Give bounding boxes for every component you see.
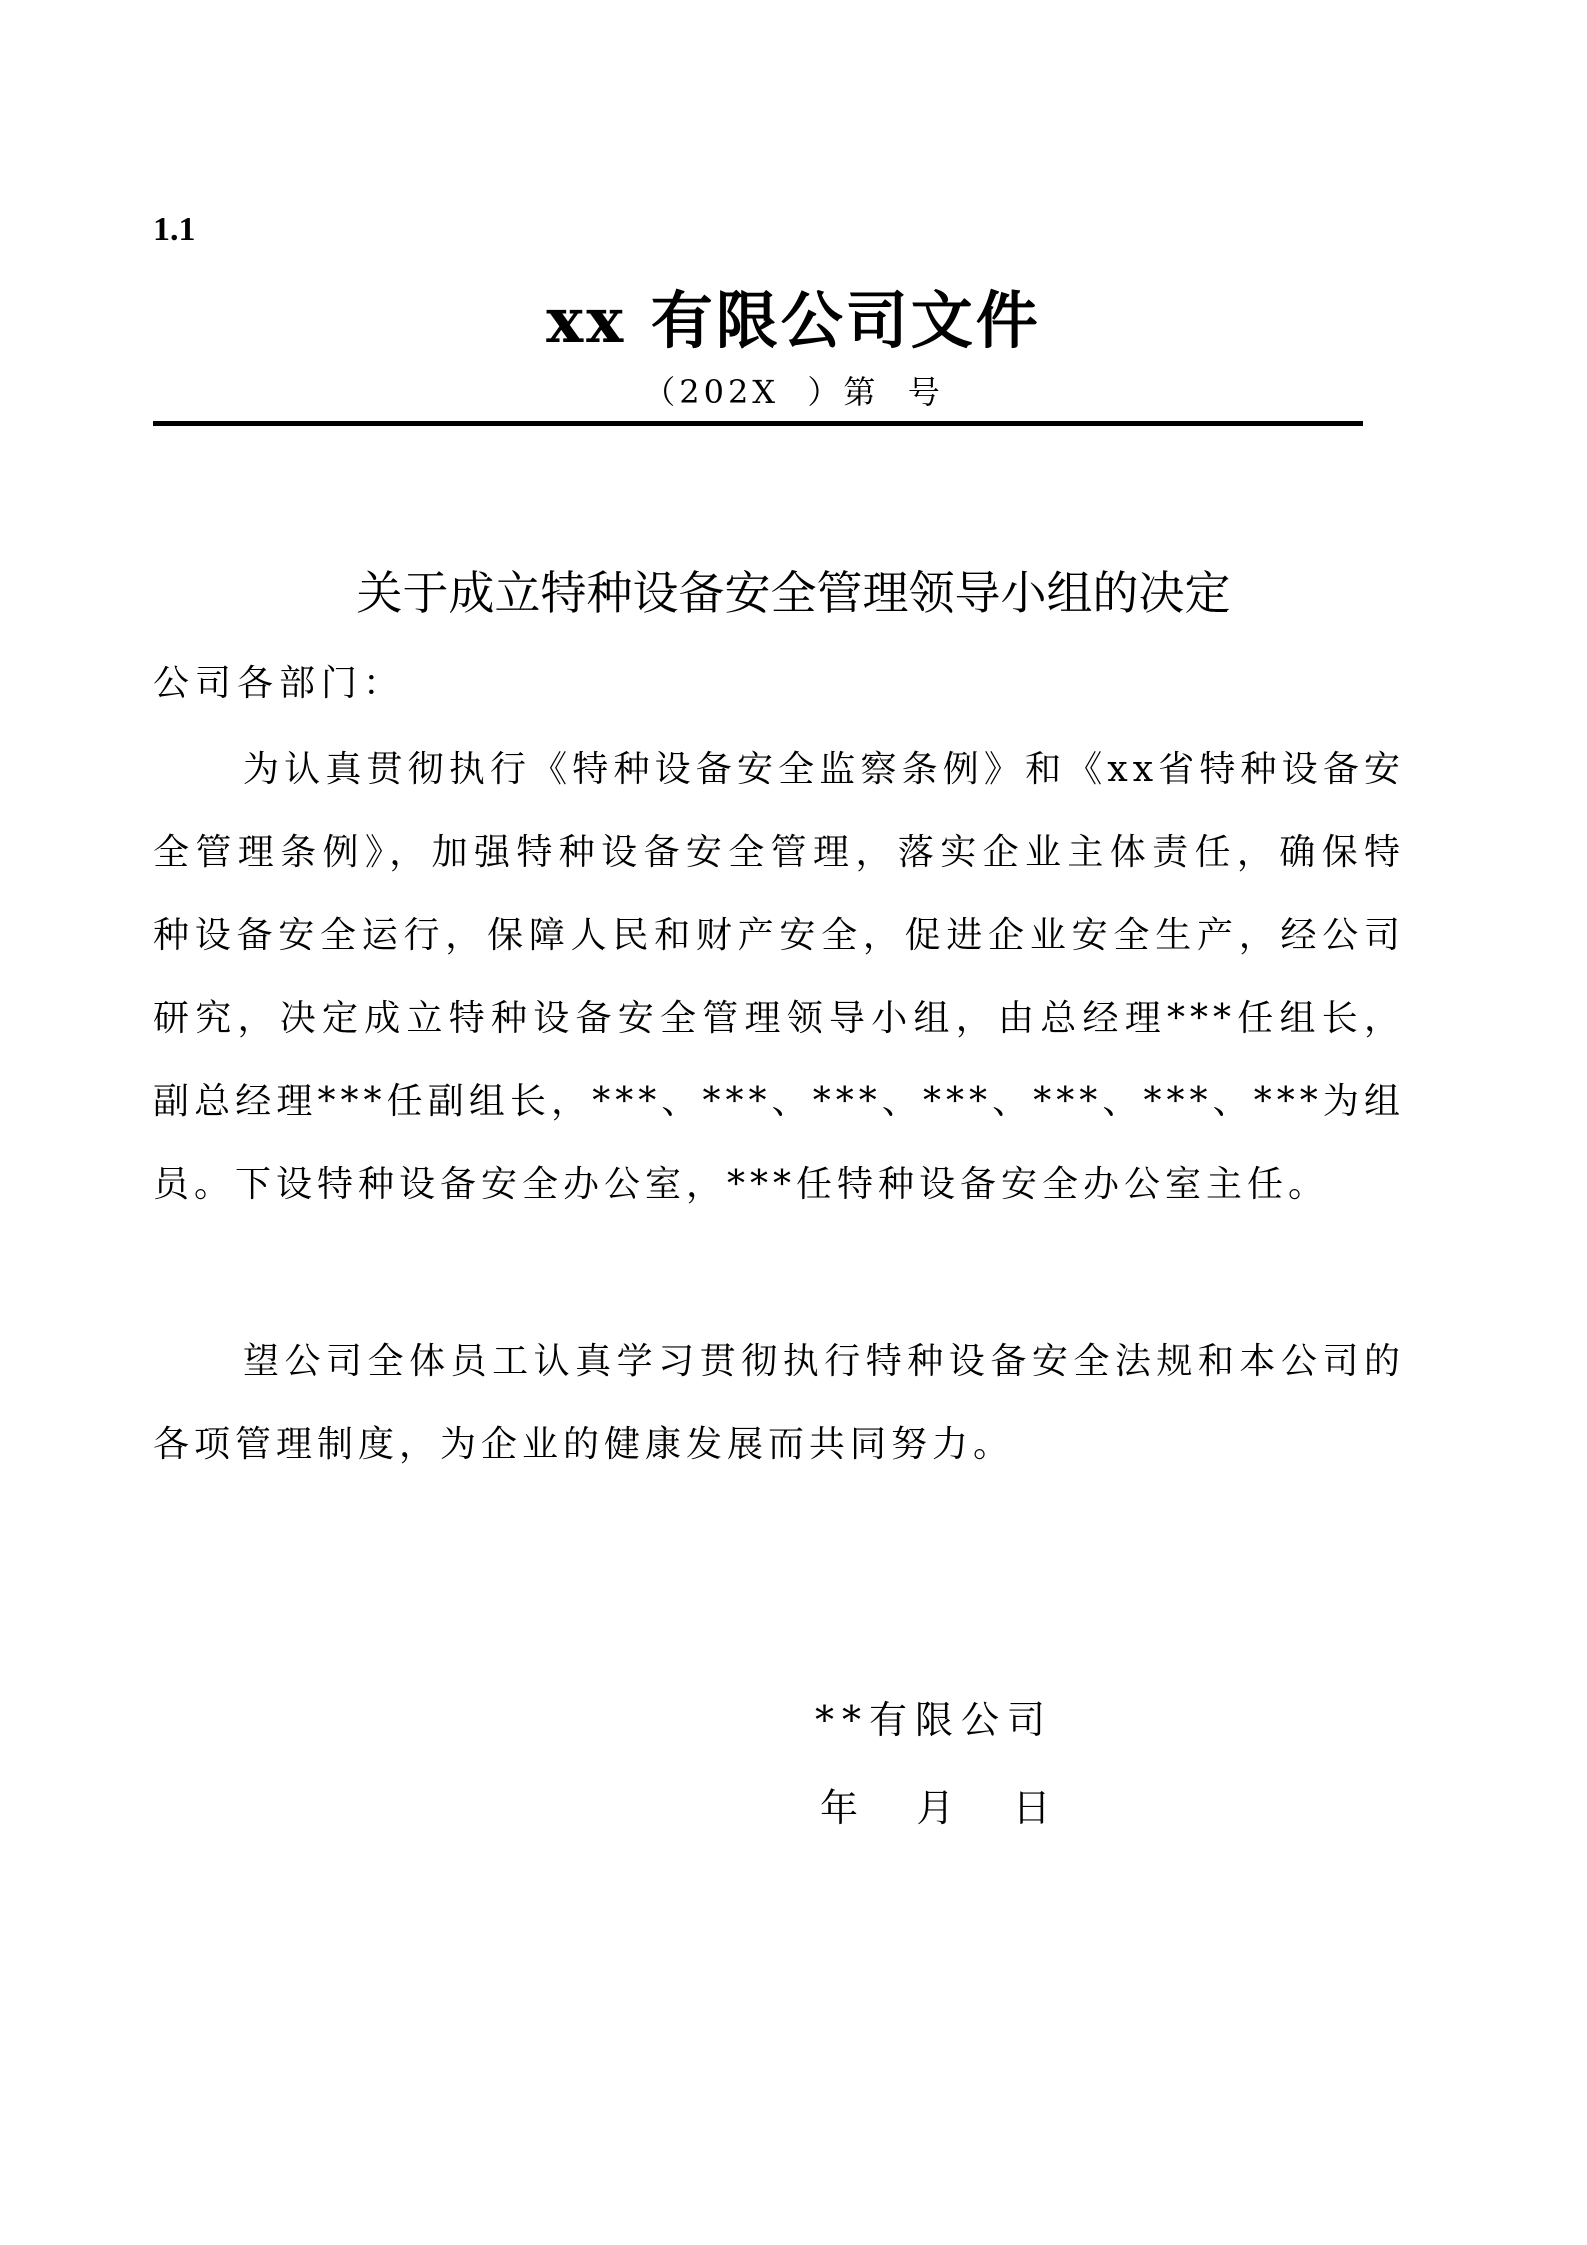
body-paragraph: 望公司全体员工认真学习贯彻执行特种设备安全法规和本公司的各项管理制度，为企业的健康发展而共同努力。: [153, 1341, 1405, 1465]
salutation: 公司各部门：: [153, 663, 406, 704]
decision-title: 关于成立特种设备安全管理领导小组的决定: [356, 566, 1231, 620]
document-number: （202X ）第 号: [643, 373, 944, 411]
signature-company: **有限公司: [815, 1698, 1054, 1742]
document-header-title: xx 有限公司文件: [546, 284, 1041, 357]
signature-date: 年 月 日: [820, 1786, 1053, 1830]
body-paragraph: 为认真贯彻执行《特种设备安全监察条例》和《xx省特种设备安全管理条例》，加强特种设备安全管理，落实企业主体责任，确保特种设备安全运行，保障人民和财产安全，促进企业安全生产，经公司研究，决定成立特种设备安全管理领导小组，由总经理***任组长，副总经理***任副组长，***、***、***、***、***、***、***为组员。下设特种设备安全办公室，***任特种设备安全办公室主任。: [153, 749, 1405, 1205]
header-divider: [153, 421, 1363, 426]
section-number: 1.1: [153, 211, 196, 248]
